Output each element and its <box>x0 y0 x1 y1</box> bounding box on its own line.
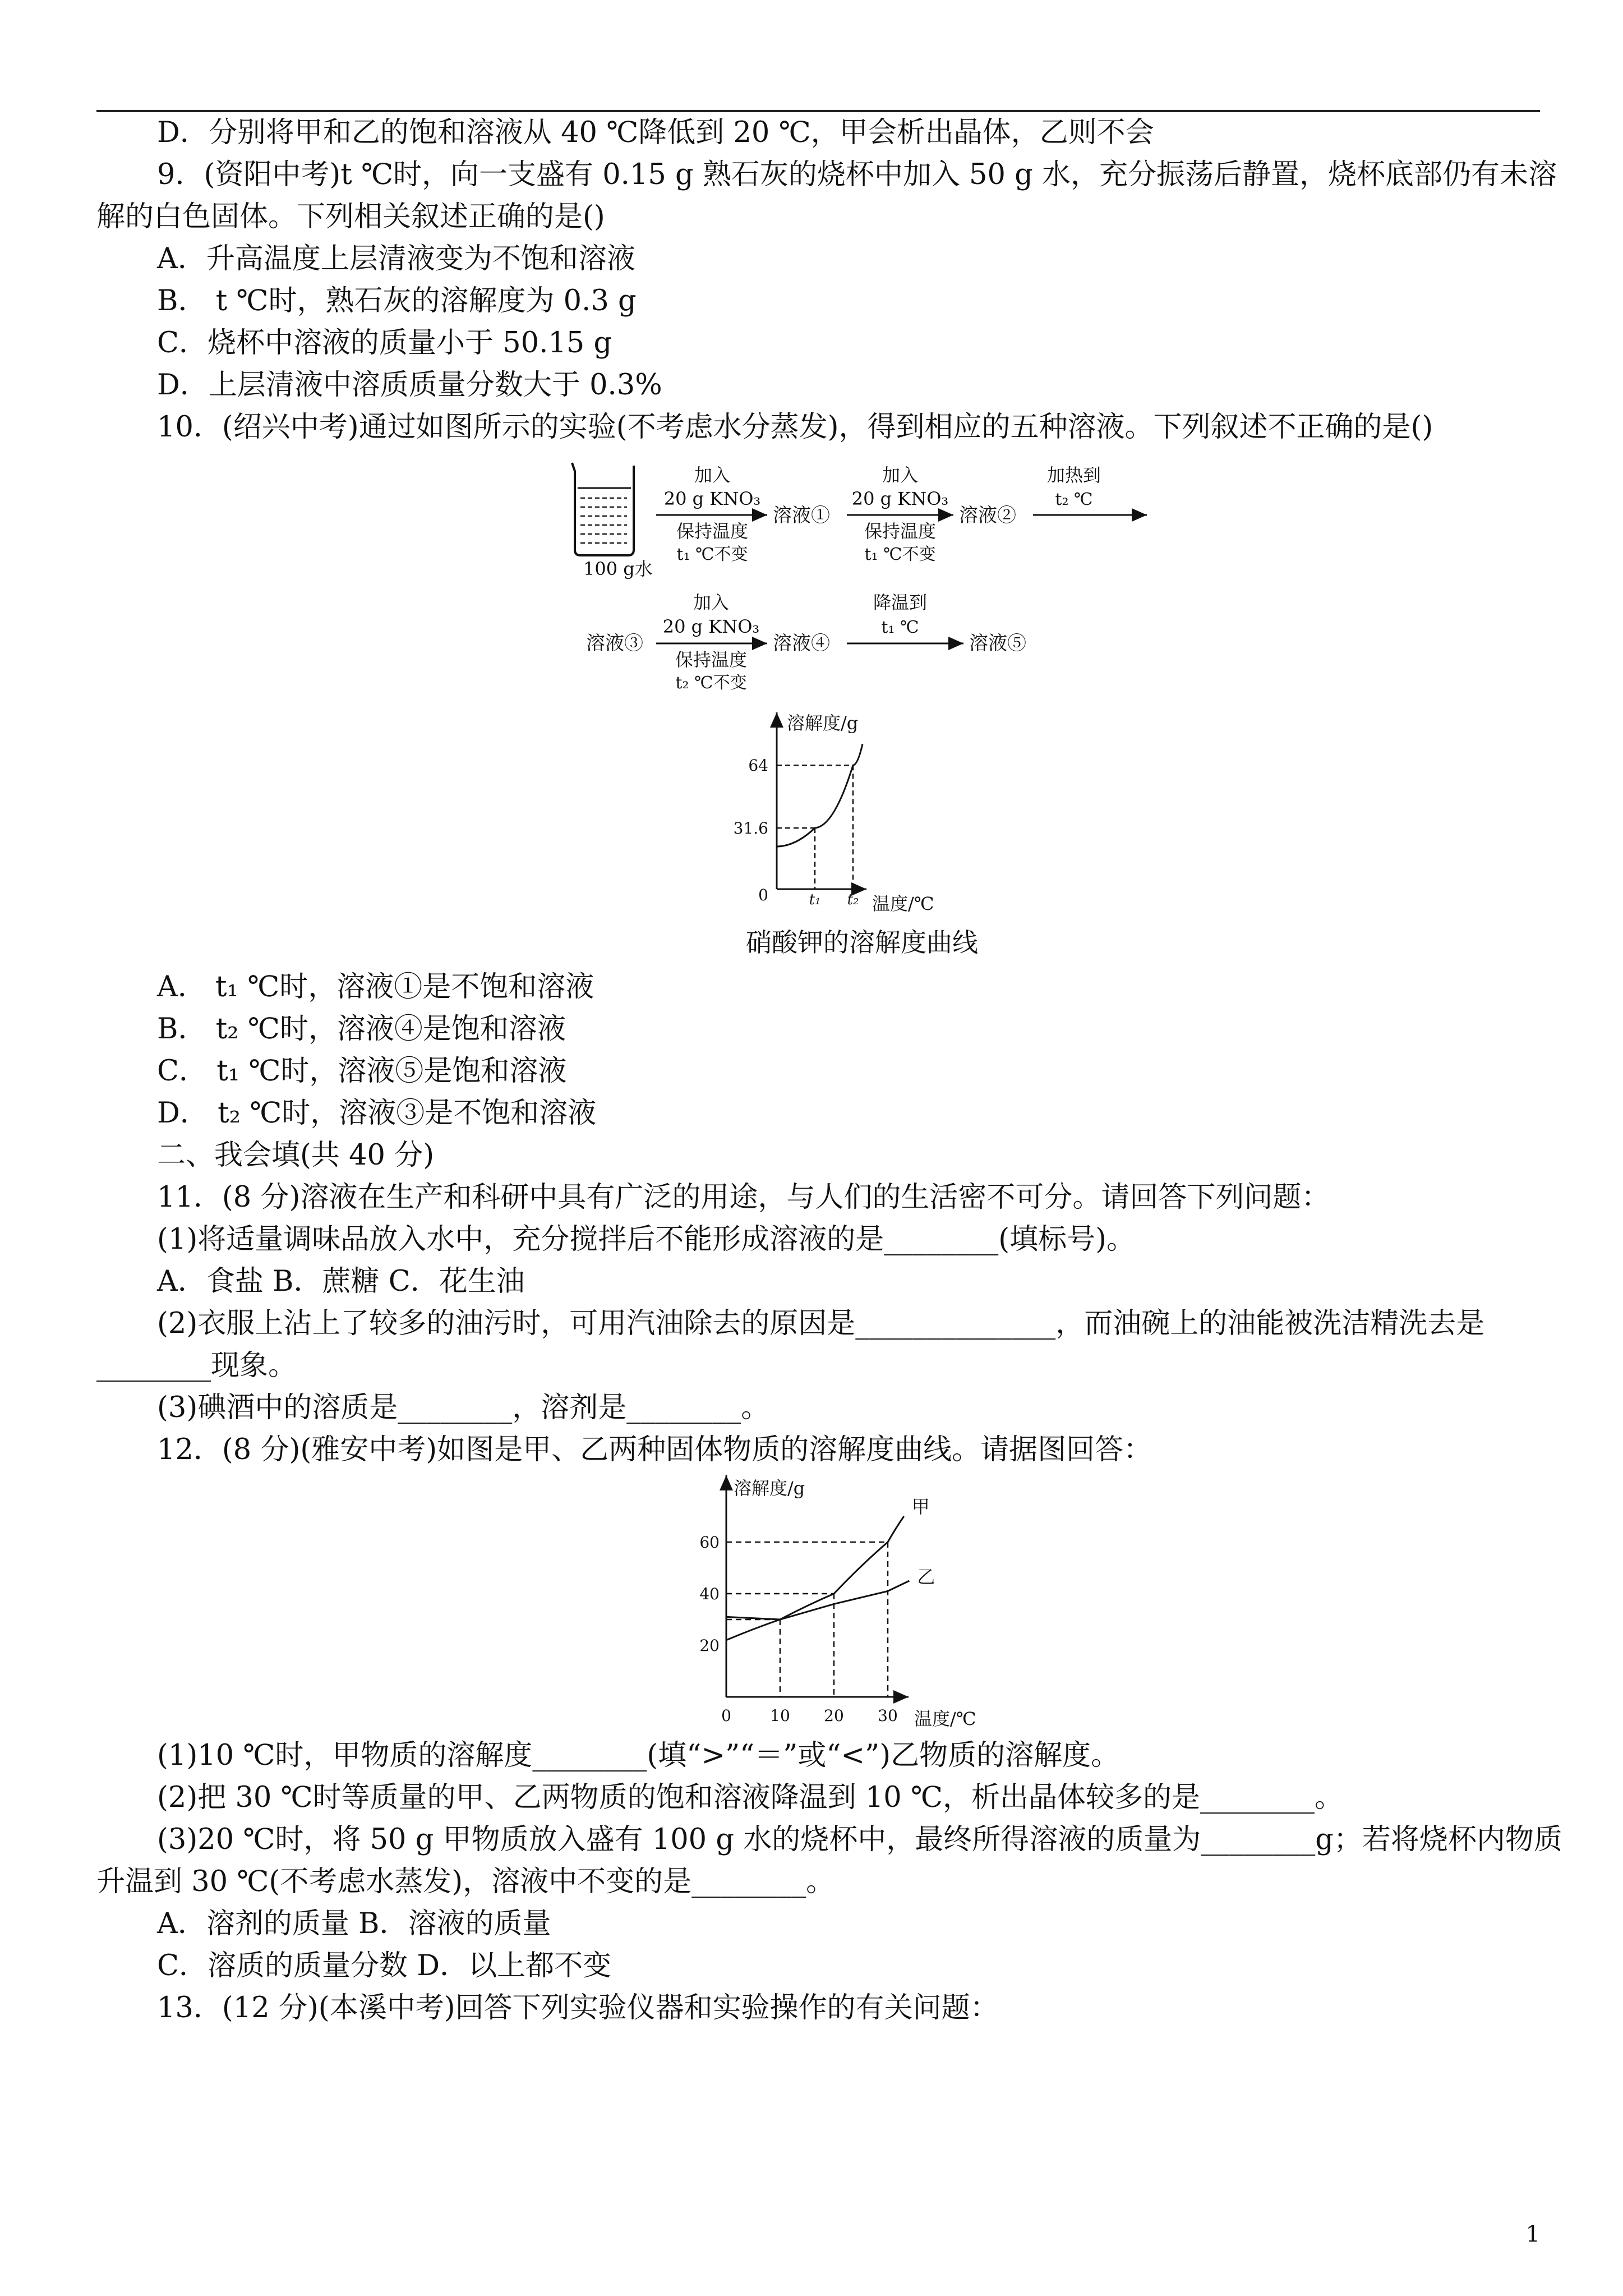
chart2-xlabel: 温度/℃ <box>914 1708 976 1729</box>
chart2-series-label: 甲 <box>911 1496 930 1517</box>
line-6: C．烧杯中溶液的质量小于 50.15 g <box>157 326 612 360</box>
step4-top2: 20 g KNO₃ <box>662 616 760 637</box>
line-3: 解的白色固体。下列相关叙述正确的是() <box>96 200 605 233</box>
arrow-step-2 <box>847 464 953 564</box>
line-21: (1)10 ℃时，甲物质的溶解度________(填“>”“＝”或“<”)乙物质的溶解度。 <box>157 1739 1120 1772</box>
line-7: D．上层清液中溶质质量分数大于 0.3% <box>157 369 662 402</box>
beaker-icon <box>572 463 634 555</box>
chart1-ylabel: 溶解度/g <box>787 712 859 734</box>
header-rule <box>96 110 1540 112</box>
solution-4: 溶液④ <box>773 632 830 655</box>
chart1-caption: 硝酸钾的溶解度曲线 <box>746 927 978 958</box>
line-19: (3)碘酒中的溶质是________，溶剂是________。 <box>157 1391 770 1424</box>
step1-bot1: 保持温度 <box>676 521 749 542</box>
line-8: 10．(绍兴中考)通过如图所示的实验(不考虑水分蒸发)，得到相应的五种溶液。下列叙述不正确的是() <box>157 411 1433 444</box>
chart1-series-curve <box>777 744 863 846</box>
line-5: B． t ℃时，熟石灰的溶解度为 0.3 g <box>157 284 637 318</box>
chart1-ytick-label: 31.6 <box>733 818 768 838</box>
chart2-xtick-label: 20 <box>824 1706 844 1725</box>
chart1-xtick-label: t₁ <box>809 891 821 908</box>
chart2-ytick-label: 40 <box>699 1585 720 1603</box>
line-12: D． t₂ ℃时，溶液③是不饱和溶液 <box>157 1097 597 1130</box>
step2-top2: 20 g KNO₃ <box>851 488 949 509</box>
arrow-step-3 <box>1033 464 1147 515</box>
line-22: (2)把 30 ℃时等质量的甲、乙两物质的饱和溶液降温到 10 ℃，析出晶体较多的是________。 <box>157 1781 1343 1814</box>
step4-top1: 加入 <box>693 592 730 613</box>
arrow-step-4 <box>656 592 767 693</box>
page-number: 1 <box>1525 2221 1540 2247</box>
line-25: A．溶剂的质量 B．溶液的质量 <box>157 1907 551 1940</box>
water-label: 100 g水 <box>583 558 653 579</box>
chart1-origin: 0 <box>758 886 768 904</box>
step5-top2: t₁ ℃ <box>881 618 919 637</box>
line-1: D．分别将甲和乙的饱和溶液从 40 ℃降低到 20 ℃，甲会析出晶体，乙则不会 <box>157 116 1154 149</box>
chart1-xtick-label: t₂ <box>847 891 859 908</box>
chart2-ytick-label: 60 <box>699 1533 720 1552</box>
line-15: (1)将适量调味品放入水中，充分搅拌后不能形成溶液的是________(填标号)。 <box>157 1223 1136 1256</box>
step2-top1: 加入 <box>882 464 919 486</box>
solution-3: 溶液③ <box>586 632 643 655</box>
line-9: A． t₁ ℃时，溶液①是不饱和溶液 <box>157 970 594 1004</box>
chart2-xtick-label: 10 <box>770 1706 790 1725</box>
solution-5: 溶液⑤ <box>969 632 1026 655</box>
solution-1: 溶液① <box>773 504 830 527</box>
line-24: 升温到 30 ℃(不考虑水蒸发)，溶液中不变的是________。 <box>96 1865 835 1898</box>
chart2-ytick-label: 20 <box>699 1636 720 1655</box>
line-16: A．食盐 B．蔗糖 C．花生油 <box>157 1265 525 1298</box>
chart1-xlabel: 温度/℃ <box>872 893 934 914</box>
chart2-ylabel: 溶解度/g <box>734 1478 805 1499</box>
line-26: C．溶质的质量分数 D．以上都不变 <box>157 1949 612 1982</box>
line-23: (3)20 ℃时，将 50 g 甲物质放入盛有 100 g 水的烧杯中，最终所得溶液的质量为________g；若将烧杯内物质 <box>157 1823 1562 1856</box>
line-10: B． t₂ ℃时，溶液④是饱和溶液 <box>157 1013 566 1046</box>
step3-top2: t₂ ℃ <box>1055 490 1093 509</box>
line-27: 13．(12 分)(本溪中考)回答下列实验仪器和实验操作的有关问题： <box>157 1991 999 2024</box>
line-2: 9．(资阳中考)t ℃时，向一支盛有 0.15 g 熟石灰的烧杯中加入 50 g 水，充分振荡后静置，烧杯底部仍有未溶 <box>157 158 1557 191</box>
step4-bot2: t₂ ℃不变 <box>675 673 747 693</box>
step1-top1: 加入 <box>694 464 731 486</box>
line-11: C． t₁ ℃时，溶液⑤是饱和溶液 <box>157 1055 567 1088</box>
line-18: ________现象。 <box>96 1349 297 1382</box>
arrow-step-1 <box>656 464 767 564</box>
chart2-origin: 0 <box>721 1706 731 1725</box>
solution-2: 溶液② <box>959 504 1016 527</box>
line-13: 二、我会填(共 40 分) <box>157 1139 435 1172</box>
arrow-step-5 <box>847 592 963 643</box>
step2-bot2: t₁ ℃不变 <box>864 545 936 564</box>
kno3-solubility-chart <box>729 707 965 922</box>
flow-diagram <box>561 449 1150 698</box>
step2-bot1: 保持温度 <box>864 521 937 542</box>
chart2-xtick-label: 30 <box>878 1706 898 1725</box>
chart2-series-label: 乙 <box>917 1566 935 1588</box>
solubility-chart-jia-yi <box>690 1470 1004 1736</box>
line-20: 12．(8 分)(雅安中考)如图是甲、乙两种固体物质的溶解度曲线。请据图回答： <box>157 1433 1152 1466</box>
step1-bot2: t₁ ℃不变 <box>676 545 748 564</box>
chart2-series-jia-curve <box>726 1516 904 1640</box>
line-4: A．升高温度上层清液变为不饱和溶液 <box>157 242 635 275</box>
step4-bot1: 保持温度 <box>675 649 748 670</box>
step1-top2: 20 g KNO₃ <box>663 488 761 509</box>
line-17: (2)衣服上沾上了较多的油污时，可用汽油除去的原因是______________，而油碗上的油能被洗洁精洗去是 <box>157 1307 1485 1340</box>
line-14: 11．(8 分)溶液在生产和科研中具有广泛的用途，与人们的生活密不可分。请回答下列问题： <box>157 1181 1330 1214</box>
step5-top1: 降温到 <box>873 592 928 613</box>
step3-top1: 加热到 <box>1046 464 1101 486</box>
chart1-ytick-label: 64 <box>748 756 768 775</box>
